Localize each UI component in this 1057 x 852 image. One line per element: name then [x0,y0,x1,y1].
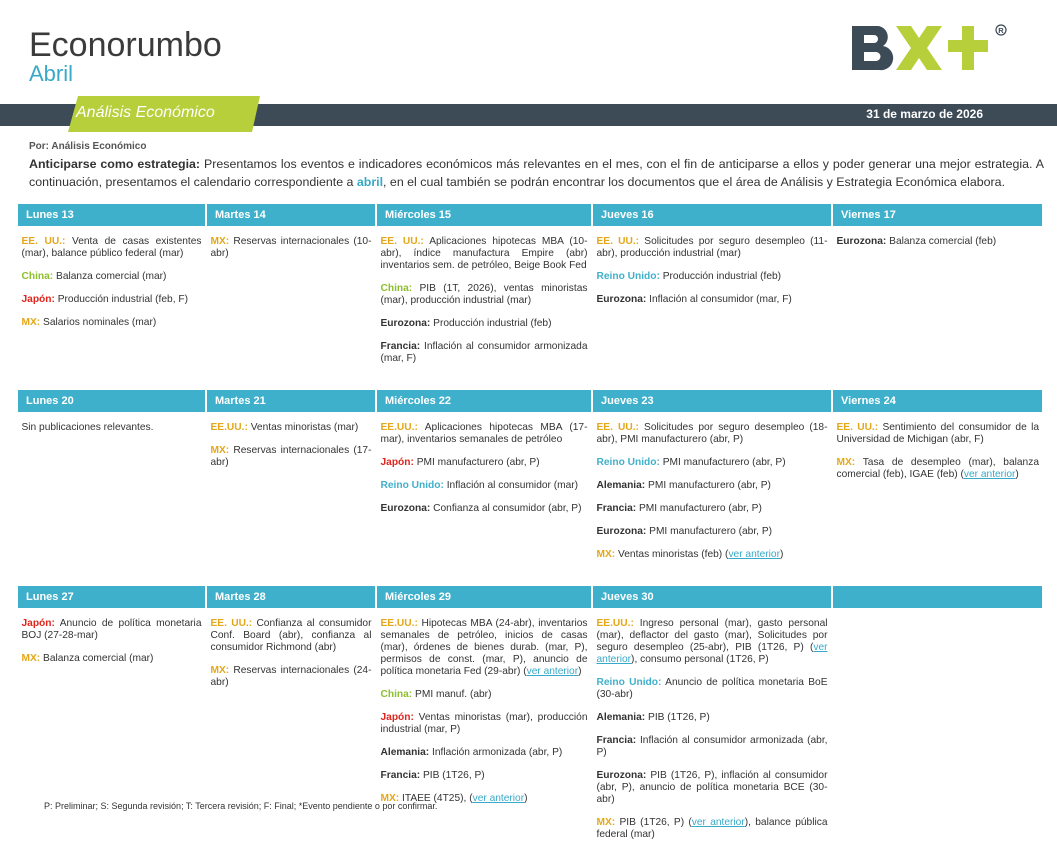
day-cell [206,609,376,852]
day-header: Martes 14 [206,203,376,227]
event-country: EE.UU.: [380,422,418,433]
footnote: P: Preliminar; S: Segunda revisión; T: Tercera revisión; F: Final; *Evento pendiente o por confirmar. [44,801,438,811]
intro-paragraph [29,155,1044,191]
event-country: EE. UU.: [596,422,639,433]
day-cell [17,609,206,852]
event-text-tail: ), balance pública federal (mar) [596,817,828,840]
event-text: Confianza al consumidor Conf. Board (abr), confianza al consumidor Richmond (abr) [210,618,372,653]
event-item [211,236,372,260]
byline: Por: Análisis Económico [29,141,147,152]
event-text: Reservas internacionales (10-abr) [210,236,372,259]
day-cell [832,227,1043,376]
event-item [381,236,588,272]
day-cell [17,413,206,572]
event-text: Aplicaciones hipotecas MBA (17-mar), inventarios semanales de petróleo [380,422,588,445]
event-country: EE. UU.: [596,236,640,247]
ver-anterior-link[interactable]: ver anterior [691,817,745,828]
event-item [381,283,588,307]
day-header: Martes 21 [206,389,376,413]
ver-anterior-link[interactable]: ver anterior [728,549,780,560]
event-item [22,317,202,329]
event-text: PMI manuf. (abr) [412,689,492,700]
event-country: Alemania: [596,712,646,723]
week-gap [17,572,1043,585]
event-country: MX: [210,236,230,247]
day-cell [832,413,1043,572]
event-text: Venta de casas existentes (mar), balance público federal (mar) [21,236,202,259]
event-country: Francia: [596,735,637,746]
event-item [381,618,588,678]
event-text: Inflación al consumidor (mar) [443,480,579,491]
event-item [22,271,202,283]
event-item [381,457,588,469]
event-country: Alemania: [596,480,646,491]
day-cell [832,609,1043,852]
report-month: Abril [29,61,74,86]
event-country: Reino Unido: [380,480,444,491]
event-text: PMI manufacturero (abr, P) [646,526,773,537]
event-country: MX: [210,665,230,676]
event-text: Ventas minoristas (feb) ( [615,549,729,560]
event-item [597,549,828,561]
event-text: Confianza al consumidor (abr, P) [430,503,582,514]
event-text-tail: ) [779,549,784,560]
event-item [22,422,202,434]
event-country: China: [380,283,413,294]
day-header: Viernes 24 [832,389,1043,413]
intro-month: abril [356,175,384,189]
day-cell [376,227,592,376]
event-country: Reino Unido: [596,271,660,282]
event-country: MX: [836,457,856,468]
event-item [837,422,1040,446]
event-text: Balanza comercial (mar) [40,653,154,664]
event-text-tail: ) [524,793,528,804]
calendar-table [16,202,1044,852]
event-item [381,480,588,492]
day-header: Jueves 30 [592,585,832,609]
event-country: Japón: [21,294,55,305]
event-country: Eurozona: [380,318,431,329]
event-text: Salarios nominales (mar) [40,317,157,328]
event-text: Inflación al consumidor armonizada (abr, P) [596,735,828,758]
day-header: Viernes 17 [832,203,1043,227]
publication-date: 31 de marzo de 2026 [866,107,983,121]
event-item [597,271,828,283]
week-header-row [17,585,1043,609]
day-cell [206,227,376,376]
week-events-row [17,609,1043,852]
event-item [22,236,202,260]
event-country: Japón: [380,457,414,468]
event-text: Solicitudes por seguro desempleo (11-abr), producción industrial (mar) [596,236,828,259]
event-country: MX: [21,317,41,328]
event-country: China: [21,271,54,282]
day-header: Miércoles 29 [376,585,592,609]
event-item [597,422,828,446]
event-text: Inflación al consumidor armonizada (mar, F) [380,341,588,364]
day-cell [592,227,832,376]
day-header [832,585,1043,609]
event-text: PIB (1T26, P), inflación al consumidor (abr, P), anuncio de política monetaria BCE (30-abr) [596,770,828,805]
event-text: PIB (1T26, P) [645,712,710,723]
event-text: PIB (1T, 2026), ventas minoristas (mar), producción industrial (mar) [380,283,588,306]
event-text: Inflación armonizada (abr, P) [429,747,563,758]
day-header: Lunes 27 [17,585,206,609]
ver-anterior-link[interactable]: ver anterior [596,642,828,665]
day-header: Miércoles 22 [376,389,592,413]
event-text: Balanza comercial (mar) [53,271,167,282]
event-text: Reservas internacionales (24-abr) [210,665,372,688]
intro-lead: Anticiparse como estrategia: [29,157,201,171]
event-text: Hipotecas MBA (24-abr), inventarios semanales de petróleo, inicios de casas (mar), órdenes de bienes durab. (mar, P), permisos de const. (mar, P), anuncio de política monetaria Fed (29-abr) ( [380,618,588,677]
week-header-row [17,389,1043,413]
event-text: Sin publicaciones relevantes. [21,422,154,433]
ver-anterior-link[interactable]: ver anterior [526,666,579,677]
event-item [381,689,588,701]
ver-anterior-link[interactable]: ver anterior [963,469,1016,480]
day-cell [17,227,206,376]
event-item [597,770,828,806]
day-cell [376,609,592,852]
intro-text-2: , en el cual también se podrán encontrar los documentos que el área de Análisis y Estrategia Económica elabora. [383,175,1006,189]
event-country: Francia: [380,341,421,352]
event-item [211,422,372,434]
event-text: Producción industrial (feb) [430,318,552,329]
event-country: EE. UU.: [210,618,253,629]
event-country: Alemania: [380,747,430,758]
event-item [597,480,828,492]
event-item [381,422,588,446]
event-item [211,665,372,689]
event-text-tail: ) [1015,469,1019,480]
event-text: PMI manufacturero (abr, P) [413,457,540,468]
event-country: EE.UU.: [210,422,248,433]
event-country: EE. UU.: [21,236,66,247]
event-text: Sentimiento del consumidor de la Universidad de Michigan (abr, F) [836,422,1039,445]
event-country: Eurozona: [596,526,647,537]
section-tab-label: Análisis Económico [76,104,215,121]
event-country: Reino Unido: [596,457,660,468]
event-text: Reservas internacionales (17-abr) [210,445,372,468]
event-text: Producción industrial (feb, F) [54,294,188,305]
event-country: EE. UU.: [380,236,424,247]
event-text: Producción industrial (feb) [659,271,782,282]
bx-plus-logo [850,22,1010,74]
week-header-row [17,203,1043,227]
day-cell [592,413,832,572]
event-country: Eurozona: [380,503,431,514]
event-country: Francia: [596,503,637,514]
event-country: Francia: [380,770,421,781]
event-text: PIB (1T26, P) [420,770,485,781]
event-country: Eurozona: [836,236,887,247]
day-header: Lunes 20 [17,389,206,413]
event-item [597,817,828,841]
event-item [597,294,828,306]
day-header: Jueves 23 [592,389,832,413]
event-item [211,445,372,469]
week-events-row [17,413,1043,572]
day-cell [206,413,376,572]
event-country: EE.UU.: [596,618,634,629]
ver-anterior-link[interactable]: ver anterior [472,793,525,804]
event-country: Reino Unido: [596,677,662,688]
day-header: Jueves 16 [592,203,832,227]
event-item [381,341,588,365]
day-header: Miércoles 15 [376,203,592,227]
event-item [381,747,588,759]
event-item [22,618,202,642]
week-gap [17,376,1043,389]
event-item [381,503,588,515]
day-cell [592,609,832,852]
event-country: China: [380,689,413,700]
event-text: Ventas minoristas (mar) [247,422,359,433]
event-item [597,236,828,260]
event-country: EE. UU.: [836,422,879,433]
event-text: Ingreso personal (mar), gasto personal (mar), deflactor del gasto (mar), Solicitudes por seguro desempleo (25-abr), PIB (1T26, P) ( [596,618,828,653]
day-header: Martes 28 [206,585,376,609]
event-item [211,618,372,654]
event-item [597,526,828,538]
event-text: Anuncio de política monetaria BOJ (27-28-mar) [21,618,202,641]
report-title: Econorumbo [29,26,222,64]
day-cell [376,413,592,572]
event-item [381,318,588,330]
event-text: Tasa de desempleo (mar), balanza comercial (feb), IGAE (feb) ( [836,457,1039,480]
event-text: Solicitudes por seguro desempleo (18-abr), PMI manufacturero (abr, P) [596,422,828,445]
event-item [597,503,828,515]
event-text: Aplicaciones hipotecas MBA (10-abr), índice manufactura Empire (abr) inventarios sem. de petróleo, Beige Book Fed [380,236,588,271]
event-text: ITAEE (4T25), ( [399,793,473,804]
event-item [597,735,828,759]
event-country: Japón: [380,712,414,723]
event-country: MX: [596,817,616,828]
svg-text:R: R [998,25,1004,35]
day-header: Lunes 13 [17,203,206,227]
event-item [597,712,828,724]
event-text: PMI manufacturero (abr, P) [645,480,771,491]
section-tab [68,96,260,132]
event-country: MX: [21,653,41,664]
event-text: Ventas minoristas (mar), producción industrial (mar, P) [380,712,588,735]
event-item [381,712,588,736]
event-country: Eurozona: [596,770,647,781]
event-text: PMI manufacturero (abr, P) [636,503,762,514]
event-country: MX: [596,549,616,560]
event-text: PMI manufacturero (abr, P) [659,457,786,468]
event-country: Japón: [21,618,55,629]
event-text: Inflación al consumidor (mar, F) [646,294,792,305]
week-events-row [17,227,1043,376]
event-text-tail: ) [578,666,582,677]
event-item [837,457,1040,481]
event-country: MX: [210,445,230,456]
event-item [22,294,202,306]
event-text: Anuncio de política monetaria BoE (30-abr) [596,677,828,700]
event-text: PIB (1T26, P) ( [615,817,692,828]
event-item [597,618,828,666]
event-item [381,770,588,782]
intro-text-1: Presentamos los eventos e indicadores económicos más relevantes en el mes, con el fin de anticiparse a ellos y poder generar una mejor estrategia. A continuación, presentamos el calendario correspondiente a [29,157,1044,189]
event-text-tail: ), consumo personal (1T26, P) [631,654,769,665]
event-item [22,653,202,665]
event-country: Eurozona: [596,294,647,305]
event-item [837,236,1040,248]
event-item [597,677,828,701]
event-country: MX: [380,793,400,804]
event-text: Balanza comercial (feb) [886,236,997,247]
event-country: EE.UU.: [380,618,418,629]
event-item [597,457,828,469]
